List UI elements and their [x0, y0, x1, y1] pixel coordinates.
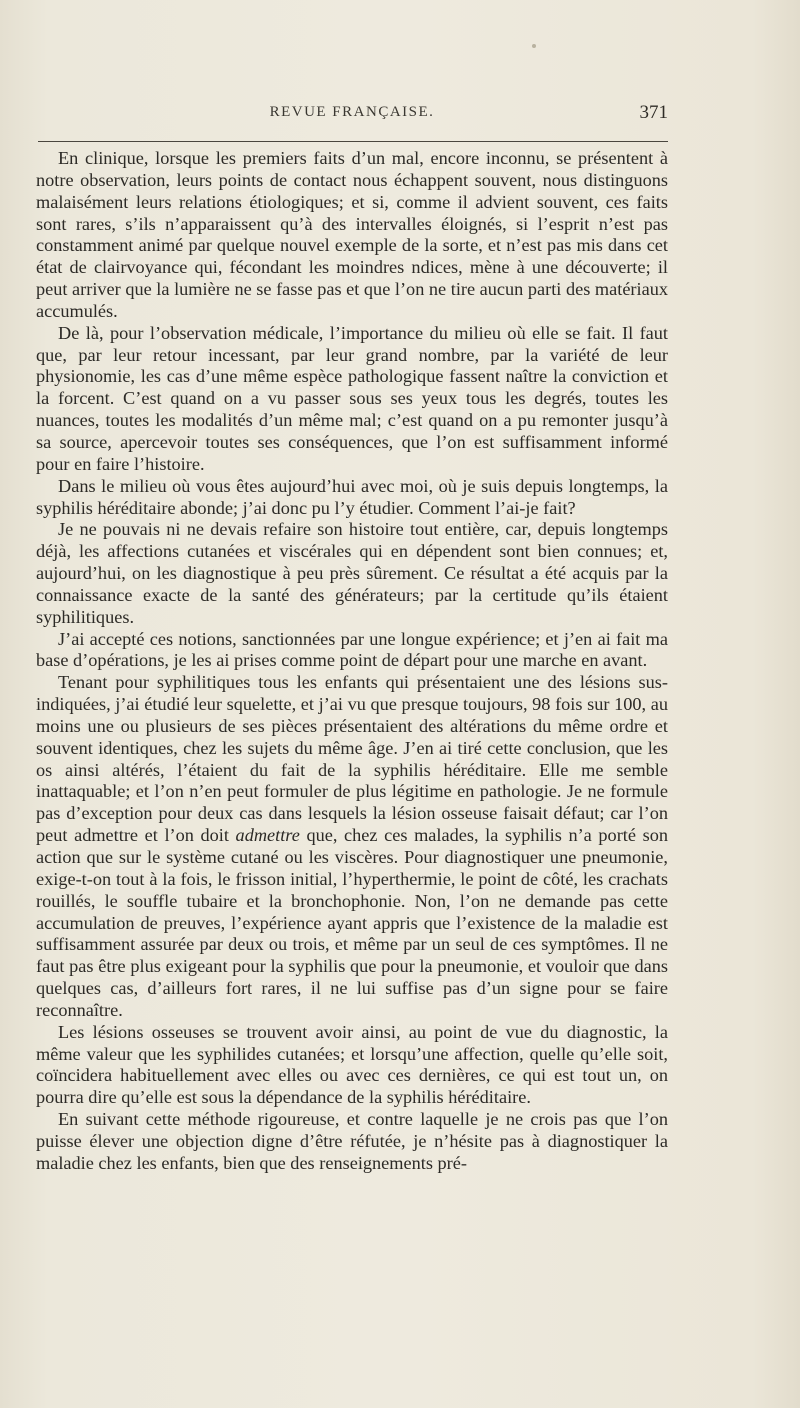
- paragraph-5: J’ai accepté ces notions, sanctionnées par une longue expérience; et j’en ai fait ma base d’opérations, je les ai prises comme point de départ pour une marche en avant.: [36, 628, 668, 671]
- paragraph-2: De là, pour l’observation médicale, l’importance du milieu où elle se fait. Il faut que, par leur retour incessant, par leur grand nombre, par la variété de leur physionomie, les cas d’une même espèce pathologique fassent naître la conviction et la forcent. C’est quand on a vu passer sous ses yeux tous les degrés, toutes les nuances, toutes les modalités d’un même mal; c’est quand on a pu remonter jusqu’à sa source, apercevoir toutes ses conséquences, que l’on est suffisamment informé pour en faire l’histoire.: [36, 322, 668, 474]
- paragraph-3: Dans le milieu où vous êtes aujourd’hui avec moi, où je suis depuis longtemps, la syphilis héréditaire abonde; j’ai donc pu l’y étudier. Comment l’ai-je fait?: [36, 475, 668, 518]
- page-header: [36, 100, 668, 130]
- paragraph-8: En suivant cette méthode rigoureuse, et contre laquelle je ne crois pas que l’on puisse élever une objection digne d’être réfutée, je n’hésite pas à diagnostiquer la maladie chez les enfants, bien que des renseignements pré-: [36, 1109, 668, 1173]
- body-text: [36, 148, 668, 1175]
- italic-word: admettre: [235, 825, 300, 846]
- paragraph-6-text: Tenant pour syphilitiques tous les enfants qui présentaient une des lésions sus-indiquées, j’ai étudié leur squelette, et j’ai vu que presque toujours, 98 fois sur 100, au moins une ou plusieurs de ses pièces présentaient des altérations du même ordre et souvent identiques, chez les sujets du même âge. J’en ai tiré cette conclusion, que les os ainsi altérés, l’étaient du fait de la syphilis héréditaire. Elle me semble inattaquable; et l’on n’en peut formuler de plus légitime en pathologie. Je ne formule pas d’exception pour deux cas dans lesquels la lésion osseuse faisait défaut; car l’on peut admettre et l’on doit: [36, 672, 668, 846]
- paper-speck: [532, 44, 536, 48]
- paragraph-4: Je ne pouvais ni ne devais refaire son histoire tout entière, car, depuis longtemps déjà, les affections cutanées et viscérales qui en dépendent sont bien connues; et, aujourd’hui, on les diagnostique à peu près sûrement. Ce résultat a été acquis par la connaissance exacte de la santé des générateurs; par la certitude qu’ils étaient syphilitiques.: [36, 519, 668, 627]
- page-number: 371: [639, 102, 668, 123]
- paragraph-7: Les lésions osseuses se trouvent avoir ainsi, au point de vue du diagnostic, la même valeur que les syphilides cutanées; et lorsqu’une affection, quelle qu’elle soit, coïncidera habituellement avec elles ou avec ces dernières, ce qui est tout un, on pourra dire qu’elle est sous la dépendance de la syphilis héréditaire.: [36, 1021, 668, 1108]
- paragraph-1: En clinique, lorsque les premiers faits d’un mal, encore inconnu, se présentent à notre observation, leurs points de contact nous échappent souvent, nous distinguons malaisément leurs relations étiologiques; et si, comme il advient souvent, ces faits sont rares, s’ils n’apparaissent qu’à des intervalles éloignés, si l’esprit n’est pas constamment animé par quelque nouvel exemple de la sorte, et n’est pas mis dans cet état de clairvoyance qui, fécondant les moindres ndices, mène à une découverte; il peut arriver que la lumière ne se fasse pas et que l’on ne tire aucun parti des matériaux accumulés.: [36, 148, 668, 321]
- paragraph-6: [36, 672, 668, 1022]
- running-head: REVUE FRANÇAISE.: [269, 104, 435, 120]
- paragraph-6-continuation: que, chez ces malades, la syphilis n’a porté son action que sur le système cutané ou les viscères. Pour diagnostiquer une pneumonie, exige-t-on tout à la fois, le frisson initial, l’hyperthermie, le point de côté, les crachats rouillés, le souffle tubaire et la bronchophonie. Non, l’on ne demande pas cette accumulation de preuves, l’expérience ayant appris que l’existence de la maladie est suffisamment assurée par deux ou trois, et même par un seul de ces symptômes. Il ne faut pas être plus exigeant pour la syphilis que pour la pneumonie, et vouloir que dans quelques cas, d’ailleurs fort rares, il ne lui suffise pas d’un signe pour se faire reconnaître.: [36, 825, 668, 1020]
- header-rule: [38, 141, 668, 142]
